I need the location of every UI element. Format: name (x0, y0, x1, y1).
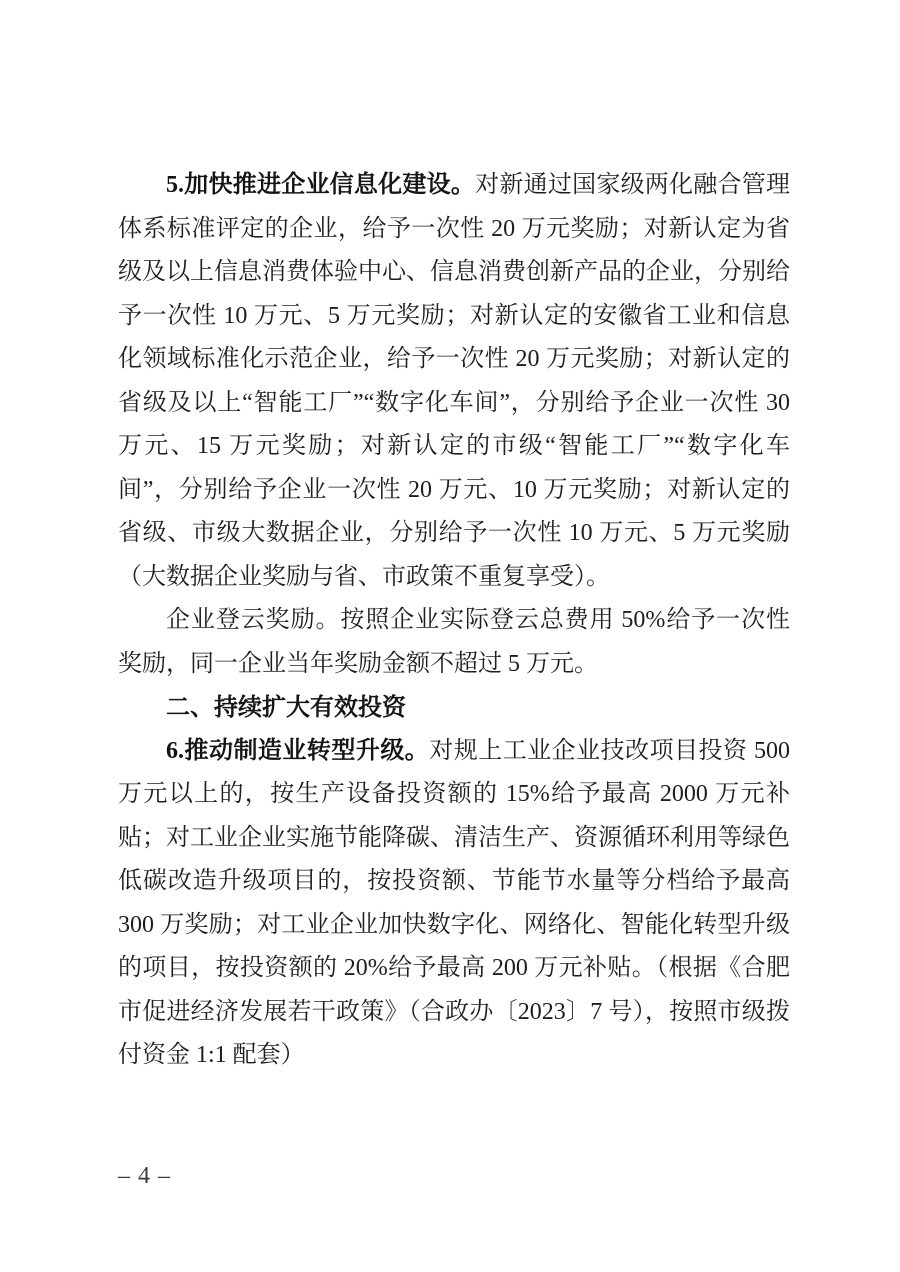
body-paragraph: 企业登云奖励。按照企业实际登云总费用 50%给予一次性奖励，同一企业当年奖励金额不超过 5 万元。 (118, 607, 790, 677)
section-heading: 二、持续扩大有效投资 (166, 694, 406, 721)
paragraph-lead-bold: 6.推动制造业转型升级。 (166, 737, 430, 764)
document-body (118, 164, 790, 1078)
paragraph-lead-bold: 5.加快推进企业信息化建设。 (166, 172, 476, 198)
body-paragraph: 6.推动制造业转型升级。对规上工业企业技改项目投资 500 万元以上的，按生产设备投资额的 15%给予最高 2000 万元补贴；对工业企业实施节能降碳、清洁生产、资源循环利用等绿色低碳改造升级项目的，按投资额、节能节水量等分档给予最高 300 万奖励；对工业企业加快数字化、网络化、智能化转型升级的项目，按投资额的 20%给予最高 200 万元补贴。（根据《合肥市促进经济发展若干政策》（合政办〔2023〕7 号），按照市级拨付资金 1:1 配套） (118, 737, 791, 1068)
body-paragraph: 5.加快推进企业信息化建设。对新通过国家级两化融合管理体系标准评定的企业，给予一次性 20 万元奖励；对新认定为省级及以上信息消费体验中心、信息消费创新产品的企业，分别给予一次性 10 万元、5 万元奖励；对新认定的安徽省工业和信息化领域标准化示范企业，给予一次性 20 万元奖励；对新认定的省级及以上“智能工厂”“数字化车间”，分别给予企业一次性 30 万元、15 万元奖励；对新认定的市级“智能工厂”“数字化车间”，分别给予企业一次性 20 万元、10 万元奖励；对新认定的省级、市级大数据企业，分别给予一次性 10 万元、5 万元奖励（大数据企业奖励与省、市政策不重复享受）。 (118, 172, 791, 590)
page-number: – 4 – (118, 1163, 171, 1189)
